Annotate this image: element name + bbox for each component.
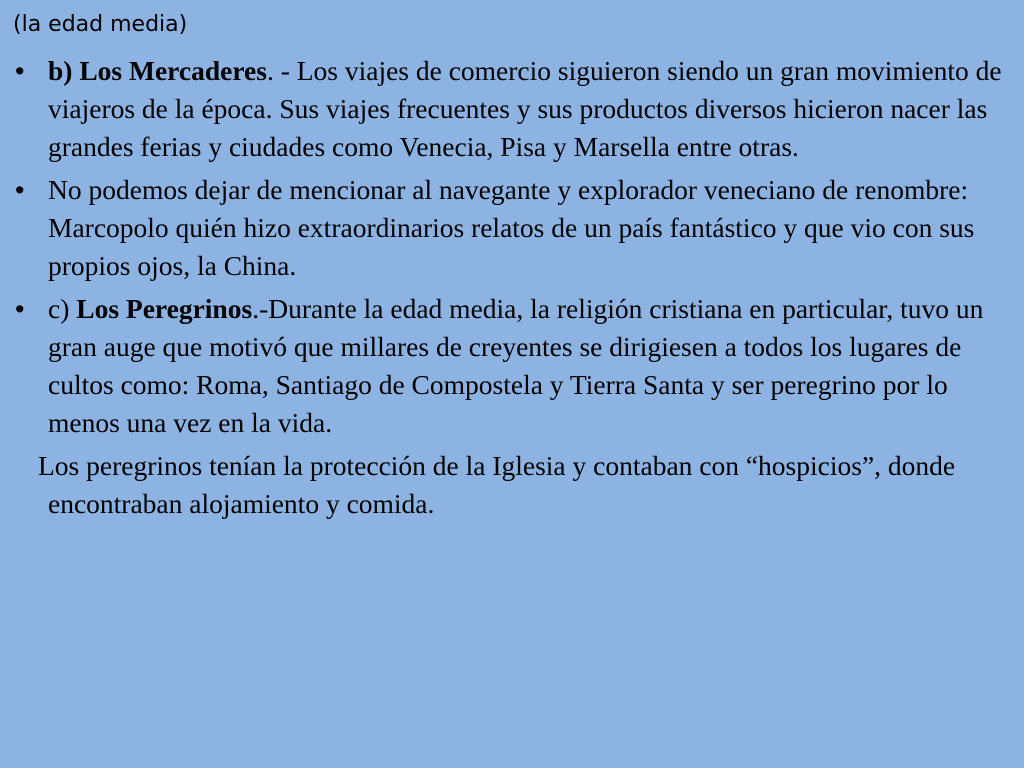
bullet-item-mercaderes xyxy=(12,52,1012,166)
bullet-item-peregrinos xyxy=(12,290,1012,442)
bullet-icon: • xyxy=(15,294,25,324)
slide-heading: (la edad media) xyxy=(13,12,188,37)
marcopolo-text: No podemos dejar de mencionar al navegante y explorador veneciano de renombre: Marcopolo quién hizo extraordinarios relatos de un país fantástico y que vio con sus propios ojos, la China. xyxy=(48,174,975,281)
peregrinos-text: .-Durante la edad media, la religión cristiana en particular, tuvo un gran auge que motivó que millares de creyentes se dirigiesen a todos los lugares de cultos como: Roma, Santiago de Compostela y Tierra Santa y ser peregrino por lo menos una vez en la vida. xyxy=(48,293,984,438)
mercaderes-text: . - Los viajes de comercio siguieron siendo un gran movimiento de viajeros de la época. Sus viajes frecuentes y sus productos diversos hicieron nacer las grandes ferias y ciudades como Venecia, Pisa y Marsella entre otras. xyxy=(48,55,1002,162)
bullet-icon: • xyxy=(15,56,25,86)
slide-content xyxy=(12,52,1012,523)
peregrinos-prefix: c) xyxy=(48,293,77,324)
mercaderes-label: b) Los Mercaderes xyxy=(48,55,267,86)
bullet-item-marcopolo xyxy=(12,171,1012,285)
closing-paragraph: Los peregrinos tenían la protección de la Iglesia y contaban con “hospicios”, donde encontraban alojamiento y comida. xyxy=(38,450,956,519)
bullet-icon: • xyxy=(15,175,25,205)
peregrinos-label: Los Peregrinos xyxy=(76,293,253,324)
